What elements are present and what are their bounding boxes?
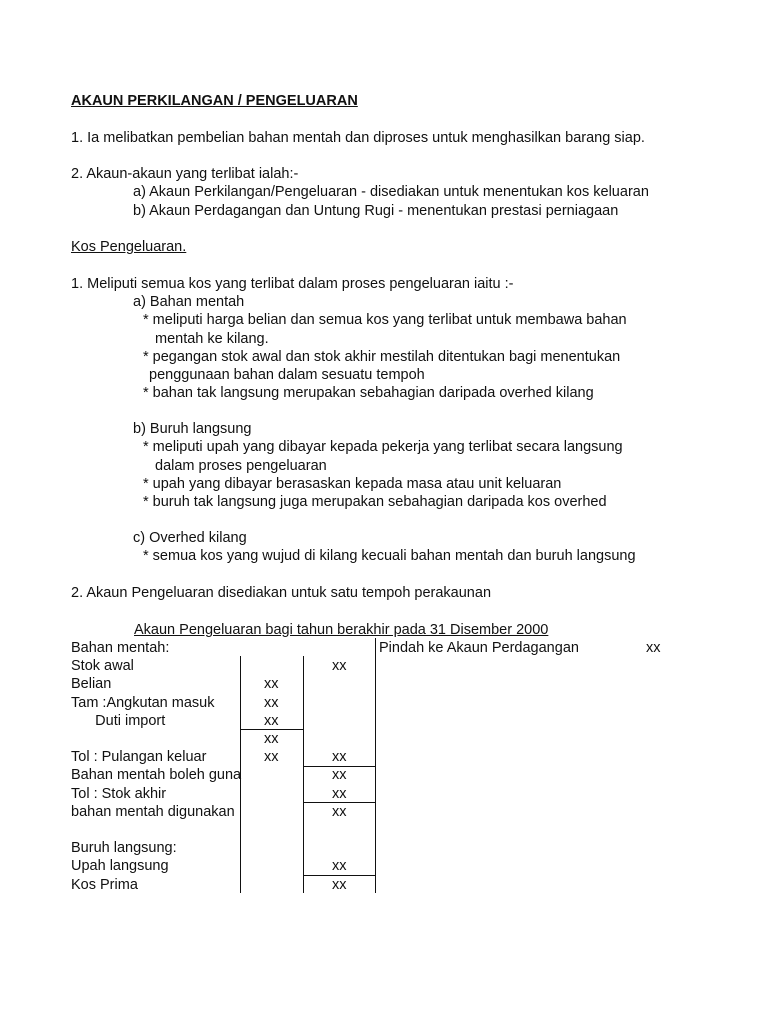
table-row-col1: xx: [264, 695, 279, 711]
kos-b-bullet-3: * buruh tak langsung juga merupakan sebahagian daripada kos overhed: [143, 494, 607, 510]
transfer-value: xx: [646, 640, 661, 656]
table-row-col1: xx: [264, 749, 279, 765]
table-row-label: Upah langsung: [71, 858, 169, 874]
kos-a-bullet-2-cont: penggunaan bahan dalam sesuatu tempoh: [149, 367, 425, 383]
table-row-label: Stok awal: [71, 658, 134, 674]
kos-b-bullet-2: * upah yang dibayar berasaskan kepada masa atau unit keluaran: [143, 476, 562, 492]
table-row-label: Tam :Angkutan masuk: [71, 695, 215, 711]
table-row-label: Tol : Pulangan keluar: [71, 749, 207, 765]
col-divider-2: [303, 656, 304, 893]
table-row-col1: xx: [264, 713, 279, 729]
table-row-col2: xx: [332, 767, 347, 783]
transfer-label: Pindah ke Akaun Perdagangan: [379, 640, 579, 656]
table-row-col2: xx: [332, 658, 347, 674]
table-row-label: Belian: [71, 676, 112, 692]
table-row-label: bahan mentah digunakan: [71, 804, 235, 820]
table-row-col2: xx: [332, 804, 347, 820]
table-row-col2: xx: [332, 858, 347, 874]
kos-a-bullet-1: * meliputi harga belian dan semua kos yang terlibat untuk membawa bahan: [143, 312, 627, 328]
kos-b-bullet-1: * meliputi upah yang dibayar kepada pekerja yang terlibat secara langsung: [143, 439, 623, 455]
table-row-col1: xx: [264, 676, 279, 692]
intro-point-1: 1. Ia melibatkan pembelian bahan mentah dan diproses untuk menghasilkan barang siap.: [71, 130, 645, 146]
intro-point-2a: a) Akaun Perkilangan/Pengeluaran - disediakan untuk menentukan kos keluaran: [133, 184, 649, 200]
col-divider-3: [375, 638, 376, 893]
intro-point-2b: b) Akaun Perdagangan dan Untung Rugi - menentukan prestasi perniagaan: [133, 203, 619, 219]
table-row-label: Kos Prima: [71, 877, 138, 893]
kos-point-2: 2. Akaun Pengeluaran disediakan untuk satu tempoh perakaunan: [71, 585, 492, 601]
kos-a-bullet-1-cont: mentah ke kilang.: [155, 331, 269, 347]
intro-point-2: 2. Akaun-akaun yang terlibat ialah:-: [71, 166, 299, 182]
table-row-label: Tol : Stok akhir: [71, 786, 167, 802]
kos-b-heading: b) Buruh langsung: [133, 421, 252, 437]
table-row-col2: xx: [332, 877, 347, 893]
table-row-col2: xx: [332, 786, 347, 802]
page-title: AKAUN PERKILANGAN / PENGELUARAN: [71, 93, 358, 109]
table-row-label: Bahan mentah:: [71, 640, 170, 656]
table-row-col2: xx: [332, 749, 347, 765]
kos-c-heading: c) Overhed kilang: [133, 530, 247, 546]
kos-a-heading: a) Bahan mentah: [133, 294, 245, 310]
account-title: Akaun Pengeluaran bagi tahun berakhir pada 31 Disember 2000: [134, 622, 549, 638]
table-row-col1: xx: [264, 731, 279, 747]
kos-point-1: 1. Meliputi semua kos yang terlibat dalam proses pengeluaran iaitu :-: [71, 276, 514, 292]
table-row-label: Buruh langsung:: [71, 840, 177, 856]
kos-a-bullet-3: * bahan tak langsung merupakan sebahagian daripada overhed kilang: [143, 385, 594, 401]
section-heading-kos: Kos Pengeluaran.: [71, 239, 187, 255]
table-row-label: Duti import: [71, 713, 166, 729]
kos-c-bullet-1: * semua kos yang wujud di kilang kecuali bahan mentah dan buruh langsung: [143, 548, 636, 564]
kos-a-bullet-2: * pegangan stok awal dan stok akhir mestilah ditentukan bagi menentukan: [143, 349, 621, 365]
table-row-label: Bahan mentah boleh guna: [71, 767, 242, 783]
kos-b-bullet-1-cont: dalam proses pengeluaran: [155, 458, 327, 474]
